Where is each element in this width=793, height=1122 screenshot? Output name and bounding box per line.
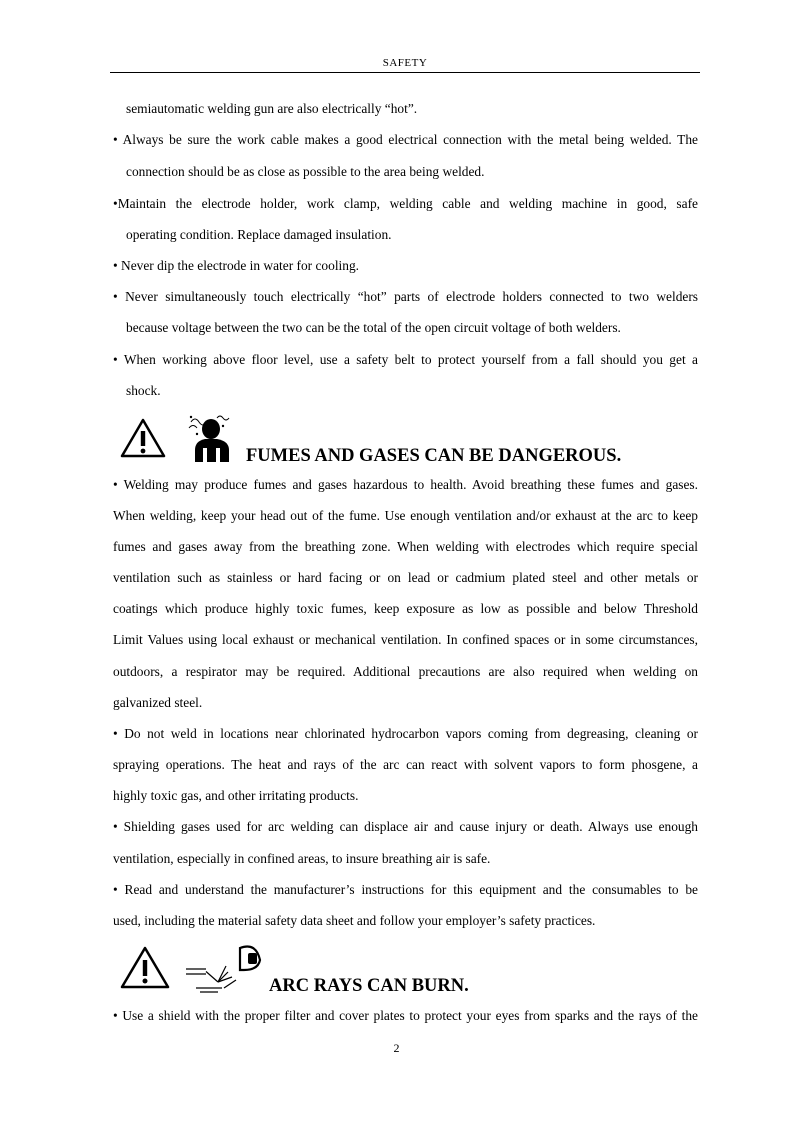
- text-line: connection should be as close as possible to the area being welded.: [126, 164, 485, 179]
- bullet-line: • Do not weld in locations near chlorinated hydrocarbon vapors coming from degreasing, cleaning or: [113, 726, 698, 741]
- header-rule: [110, 72, 700, 73]
- text-line: When welding, keep your head out of the fume. Use enough ventilation and/or exhaust at the arc to keep: [113, 508, 698, 523]
- bullet-line: •Maintain the electrode holder, work clamp, welding cable and welding machine in good, safe: [113, 196, 698, 211]
- text-line: used, including the material safety data sheet and follow your employer’s safety practices.: [113, 913, 596, 928]
- fume-breathing-person-icon: [183, 412, 241, 464]
- text-line: outdoors, a respirator may be required. Additional precautions are also required when welding on: [113, 664, 698, 679]
- warning-triangle-icon: [119, 945, 171, 990]
- text-line: Limit Values using local exhaust or mechanical ventilation. In confined spaces or in some circumstances,: [113, 632, 698, 647]
- bullet-line: • Never simultaneously touch electrically “hot” parts of electrode holders connected to two welders: [113, 289, 698, 304]
- text-line: operating condition. Replace damaged insulation.: [126, 227, 392, 242]
- bullet-line: • Never dip the electrode in water for cooling.: [113, 258, 359, 273]
- bullet-line: • Use a shield with the proper filter and cover plates to protect your eyes from sparks and the rays of the: [113, 1008, 698, 1023]
- text-line: shock.: [126, 383, 161, 398]
- text-line: spraying operations. The heat and rays of the arc can react with solvent vapors to form phosgene, a: [113, 757, 698, 772]
- bullet-line: • Welding may produce fumes and gases hazardous to health. Avoid breathing these fumes and gases.: [113, 477, 698, 492]
- page-number: 2: [393, 1041, 400, 1055]
- text-line: ventilation such as stainless or hard facing or on lead or cadmium plated steel and other metals or: [113, 570, 698, 585]
- bullet-line: • When working above floor level, use a safety belt to protect yourself from a fall should you get a: [113, 352, 698, 367]
- bullet-line: • Always be sure the work cable makes a good electrical connection with the metal being welded. The: [113, 132, 698, 147]
- text-line: fumes and gases away from the breathing zone. When welding with electrodes which require special: [113, 539, 698, 554]
- text-line: because voltage between the two can be the total of the open circuit voltage of both welders.: [126, 320, 621, 335]
- text-line: ventilation, especially in confined areas, to insure breathing air is safe.: [113, 851, 491, 866]
- arc-welding-helmet-icon: [184, 944, 268, 996]
- warning-triangle-icon: [119, 417, 167, 459]
- page-header: SAFETY: [382, 57, 428, 69]
- text-line: highly toxic gas, and other irritating products.: [113, 788, 359, 803]
- text-line: galvanized steel.: [113, 695, 203, 710]
- text-line: coatings which produce highly toxic fumes, keep exposure as low as possible and below Threshold: [113, 601, 698, 616]
- section-title-fumes: FUMES AND GASES CAN BE DANGEROUS.: [246, 446, 622, 466]
- bullet-line: • Read and understand the manufacturer’s instructions for this equipment and the consumables to be: [113, 882, 698, 897]
- section-title-arc-rays: ARC RAYS CAN BURN.: [269, 976, 469, 996]
- text-line: semiautomatic welding gun are also electrically “hot”.: [126, 101, 418, 116]
- bullet-line: • Shielding gases used for arc welding can displace air and cause injury or death. Always use enough: [113, 819, 698, 834]
